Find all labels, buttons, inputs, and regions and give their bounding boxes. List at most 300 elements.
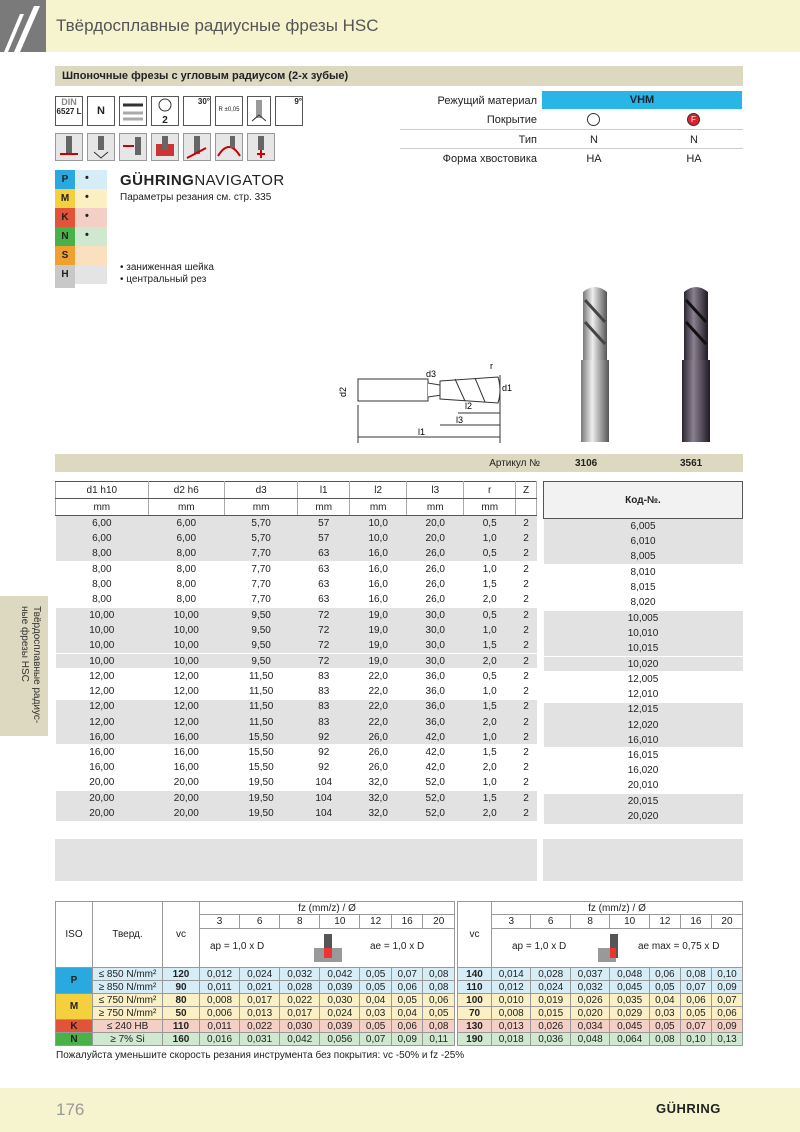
table-cell: 12,00 <box>89 685 115 697</box>
table-cell: 8,00 <box>56 561 149 576</box>
fz-cell: 0,05 <box>680 1007 711 1020</box>
material-h <box>55 265 107 284</box>
iso-header: ISO <box>56 902 93 968</box>
table-cell: 2,0 <box>482 593 497 605</box>
flutes-count: 2 <box>162 115 168 126</box>
table-cell: 16,00 <box>56 745 149 760</box>
code-cell: 20,010 <box>627 780 659 792</box>
vc-cell: 110 <box>163 1020 200 1033</box>
code-row <box>544 549 743 564</box>
diameter-header: 3 <box>492 915 531 928</box>
vc-header: vc <box>458 902 492 968</box>
fz-cell: 0,022 <box>280 994 320 1007</box>
material-letter: P <box>55 170 75 189</box>
table-cell: 12,00 <box>89 670 115 682</box>
table-cell: 7,70 <box>224 546 297 561</box>
fz-cell: 0,015 <box>531 1007 570 1020</box>
slot-milling-icon <box>312 932 344 964</box>
table-row <box>56 577 537 592</box>
table-cell: 19,50 <box>224 791 297 806</box>
fz-cell: 0,09 <box>711 981 742 994</box>
diameter-header: 12 <box>360 915 392 928</box>
divider <box>400 129 743 130</box>
table-cell: 9,50 <box>224 638 297 653</box>
fz-cell: 0,07 <box>711 994 742 1007</box>
iso-cell: M <box>56 994 93 1020</box>
table-row <box>56 668 537 683</box>
code-cell: 8,005 <box>544 549 743 564</box>
fz-cell: 0,048 <box>610 968 649 981</box>
page-title: Твёрдосплавные радиусные фрезы HSC <box>56 16 379 35</box>
table-cell: 26,0 <box>425 578 445 590</box>
table-cell: 22,0 <box>350 714 407 729</box>
table-cell: 30,0 <box>407 607 464 622</box>
table-cell: 8,00 <box>56 546 149 561</box>
table-cell: 36,0 <box>425 670 445 682</box>
code-cell: 10,020 <box>544 656 743 671</box>
vc-cell: 130 <box>458 1020 492 1033</box>
table-cell: 16,00 <box>173 762 199 774</box>
fz-cell: 0,024 <box>531 981 570 994</box>
table-cell: 22,0 <box>350 699 407 714</box>
section-title: Шпоночные фрезы с угловым радиусом (2-х зубые) <box>62 70 349 82</box>
cutting-row <box>458 1007 743 1020</box>
table-cell: 15,50 <box>248 762 274 774</box>
fz-cell: 0,08 <box>649 1033 680 1046</box>
table-row <box>56 546 537 561</box>
fz-cell: 0,028 <box>280 981 320 994</box>
table-cell: 10,00 <box>148 653 224 668</box>
fz-cell: 0,021 <box>240 981 280 994</box>
table-cell: 12,00 <box>148 699 224 714</box>
code-row <box>544 626 743 641</box>
table-cell: 19,50 <box>248 777 274 789</box>
fz-cell: 0,08 <box>423 968 455 981</box>
clearance-angle: 9° <box>294 97 302 106</box>
fz-cell: 0,006 <box>200 1007 240 1020</box>
fz-cell: 0,030 <box>280 1020 320 1033</box>
unit-header: mm <box>464 499 516 516</box>
table-row <box>56 531 537 546</box>
hardness-cell: ≤ 750 N/mm² <box>93 994 163 1007</box>
table-cell: 72 <box>298 607 350 622</box>
tool-image-coated <box>676 282 716 447</box>
flutes-icon <box>151 96 179 126</box>
fz-cell: 0,042 <box>280 1033 320 1046</box>
coolant-icon <box>119 96 147 126</box>
operation-plunge-icon <box>87 133 115 161</box>
table-cell: 1,0 <box>464 561 516 576</box>
material-letter: S <box>55 246 75 265</box>
code-row <box>544 748 743 763</box>
fz-cell: 0,011 <box>200 1020 240 1033</box>
code-empty-area <box>543 839 743 881</box>
table-cell: 2 <box>523 593 529 605</box>
table-row <box>56 714 537 729</box>
code-row <box>544 779 743 794</box>
tool-drawing <box>330 355 513 450</box>
table-cell: 19,0 <box>350 607 407 622</box>
shank-value-2: HA <box>686 153 702 165</box>
fz-cell: 0,017 <box>240 994 280 1007</box>
table-cell: 26,0 <box>350 730 407 745</box>
fz-cell: 0,09 <box>711 1020 742 1033</box>
fz-header: fz (mm/z) / Ø <box>492 902 743 915</box>
footer-note: Пожалуйста уменьшите скорость резания инструмента без покрытия: vc -50% и fz -25% <box>56 1050 465 1061</box>
vc-cell: 110 <box>458 981 492 994</box>
table-cell: 2 <box>516 607 537 622</box>
fz-cell: 0,05 <box>360 1020 392 1033</box>
table-cell: 2 <box>516 546 537 561</box>
fz-cell: 0,07 <box>680 981 711 994</box>
table-cell: 42,0 <box>407 730 464 745</box>
table-cell: 19,0 <box>350 653 407 668</box>
table-cell: 20,00 <box>89 777 115 789</box>
unit-header: mm <box>407 499 464 516</box>
code-row <box>544 671 743 686</box>
dim-r: r <box>490 361 493 371</box>
table-cell: 19,0 <box>350 623 407 638</box>
operation-slot-icon <box>55 133 83 161</box>
table-cell: 22,0 <box>368 670 388 682</box>
table-cell: 52,0 <box>407 791 464 806</box>
material-letter: M <box>55 189 75 208</box>
fz-cell: 0,020 <box>570 1007 609 1020</box>
ap-label: ap = 1,0 x D <box>512 940 567 952</box>
col-header: l1 <box>298 482 350 499</box>
table-cell: 11,50 <box>248 685 274 697</box>
cutting-row <box>56 994 455 1007</box>
table-cell: 32,0 <box>350 806 407 821</box>
side-tab-label: Твёрдосплавные радиус- ные фрезы HSC <box>19 606 42 724</box>
table-cell: 20,00 <box>148 806 224 821</box>
cutting-row <box>458 994 743 1007</box>
fz-cell: 0,024 <box>320 1007 360 1020</box>
page-number: 176 <box>56 1100 85 1119</box>
din-icon <box>55 96 83 126</box>
code-cell: 10,005 <box>544 610 743 625</box>
code-cell: 20,015 <box>544 794 743 809</box>
table-cell: 92 <box>298 745 350 760</box>
material-k <box>55 208 107 227</box>
cutting-row <box>56 968 455 981</box>
hardness-cell: ≥ 750 N/mm² <box>93 1007 163 1020</box>
vc-cell: 120 <box>163 968 200 981</box>
code-row <box>544 580 743 595</box>
fz-cell: 0,034 <box>570 1020 609 1033</box>
code-cell: 6,005 <box>544 519 743 534</box>
operation-side-icon <box>119 133 147 161</box>
fz-cell: 0,056 <box>320 1033 360 1046</box>
table-cell: 8,00 <box>148 546 224 561</box>
tool-image-uncoated <box>575 282 615 447</box>
cutting-row <box>56 1007 455 1020</box>
fz-cell: 0,064 <box>610 1033 649 1046</box>
table-cell: 63 <box>318 578 330 590</box>
fz-cell: 0,09 <box>391 1033 423 1046</box>
table-cell: 72 <box>298 623 350 638</box>
fz-cell: 0,08 <box>423 981 455 994</box>
type-n-icon: N <box>87 96 115 126</box>
fz-cell: 0,05 <box>360 968 392 981</box>
fz-cell: 0,045 <box>610 1020 649 1033</box>
table-cell: 12,00 <box>56 699 149 714</box>
table-cell: 0,5 <box>482 670 497 682</box>
cutting-row <box>56 981 455 994</box>
fz-cell: 0,036 <box>531 1033 570 1046</box>
dim-l3: l3 <box>456 415 464 425</box>
diameter-header: 20 <box>711 915 742 928</box>
fz-cell: 0,06 <box>649 968 680 981</box>
table-cell: 1,0 <box>482 685 497 697</box>
code-row <box>544 763 743 778</box>
diameter-header: 8 <box>280 915 320 928</box>
cutting-row <box>458 1020 743 1033</box>
code-cell: 12,010 <box>627 688 659 700</box>
uncoated-icon <box>587 113 600 126</box>
table-cell: 83 <box>298 714 350 729</box>
fz-cell: 0,012 <box>492 981 531 994</box>
fz-cell: 0,024 <box>240 968 280 981</box>
table-cell: 42,0 <box>407 745 464 760</box>
table-cell: 36,0 <box>407 699 464 714</box>
table-cell: 0,5 <box>464 546 516 561</box>
fz-cell: 0,019 <box>531 994 570 1007</box>
vc-cell: 90 <box>163 981 200 994</box>
fz-cell: 0,06 <box>391 981 423 994</box>
cutting-row <box>56 1033 455 1046</box>
diameter-header: 8 <box>570 915 609 928</box>
code-cell: 16,020 <box>627 765 659 777</box>
code-cell: 12,015 <box>544 702 743 717</box>
iso-cell: K <box>56 1020 93 1033</box>
cutting-row <box>458 968 743 981</box>
table-row <box>56 776 537 791</box>
table-cell: 16,0 <box>350 546 407 561</box>
helix-angle-icon <box>183 96 211 126</box>
material-label: Режущий материал <box>437 95 537 107</box>
table-cell: 10,00 <box>56 653 149 668</box>
fz-cell: 0,07 <box>391 968 423 981</box>
table-cell: 7,70 <box>251 593 271 605</box>
dim-d2: d2 <box>338 386 348 397</box>
code-row <box>544 641 743 656</box>
fz-cell: 0,017 <box>280 1007 320 1020</box>
table-cell: 72 <box>298 638 350 653</box>
code-row <box>544 702 743 717</box>
dim-l1: l1 <box>418 427 426 437</box>
table-cell: 52,0 <box>407 806 464 821</box>
table-cell: 20,00 <box>56 806 149 821</box>
table-cell: 57 <box>298 516 350 531</box>
din-number: 6527 L <box>56 107 82 116</box>
cut-direction-icon <box>247 96 271 126</box>
material-letter: K <box>55 208 75 227</box>
code-row <box>544 564 743 579</box>
fz-cell: 0,042 <box>320 968 360 981</box>
table-cell: 10,00 <box>148 607 224 622</box>
table-cell: 9,50 <box>224 607 297 622</box>
fz-cell: 0,06 <box>711 1007 742 1020</box>
table-cell: 8,00 <box>92 578 112 590</box>
fz-cell: 0,010 <box>492 994 531 1007</box>
table-cell: 26,0 <box>425 593 445 605</box>
table-cell: 6,00 <box>148 516 224 531</box>
fz-cell: 0,026 <box>531 1020 570 1033</box>
table-cell: 7,70 <box>251 578 271 590</box>
ae-label: ae max = 0,75 x D <box>638 940 720 952</box>
table-cell: 1,5 <box>464 638 516 653</box>
table-cell: 11,50 <box>248 670 274 682</box>
unit-header <box>516 499 537 516</box>
unit-header: mm <box>298 499 350 516</box>
code-cell: 6,010 <box>544 534 743 549</box>
table-cell: 92 <box>318 762 330 774</box>
vc-cell: 50 <box>163 1007 200 1020</box>
table-cell: 2 <box>516 730 537 745</box>
table-cell: 2 <box>523 762 529 774</box>
vc-cell: 190 <box>458 1033 492 1046</box>
fz-cell: 0,022 <box>240 1020 280 1033</box>
table-cell: 36,0 <box>407 714 464 729</box>
col-header: d1 h10 <box>56 482 149 499</box>
fz-cell: 0,039 <box>320 981 360 994</box>
coating-f-icon: F <box>687 113 700 126</box>
col-header: Z <box>516 482 537 499</box>
material-n <box>55 227 107 246</box>
fz-cell: 0,008 <box>200 994 240 1007</box>
table-row <box>56 684 537 699</box>
table-cell: 2,0 <box>464 714 516 729</box>
operation-drill-icon <box>247 133 275 161</box>
fz-cell: 0,05 <box>391 994 423 1007</box>
code-cell: 12,005 <box>627 673 659 685</box>
table-cell: 5,70 <box>224 516 297 531</box>
code-row <box>544 717 743 732</box>
fz-cell: 0,013 <box>240 1007 280 1020</box>
col-header: d2 h6 <box>148 482 224 499</box>
code-row <box>544 656 743 671</box>
dim-d3: d3 <box>426 369 437 379</box>
code-row <box>544 809 743 824</box>
table-row <box>56 745 537 760</box>
table-cell: 16,0 <box>350 561 407 576</box>
fz-cell: 0,013 <box>492 1020 531 1033</box>
vc-cell: 80 <box>163 994 200 1007</box>
table-empty-area <box>55 839 537 881</box>
hardness-cell: ≥ 7% Si <box>93 1033 163 1046</box>
navigator-logo-rest: NAVIGATOR <box>194 172 285 189</box>
table-cell: 10,00 <box>56 638 149 653</box>
hardness-cell: ≥ 850 N/mm² <box>93 981 163 994</box>
fz-cell: 0,032 <box>570 981 609 994</box>
table-cell: 1,0 <box>464 623 516 638</box>
fz-cell: 0,03 <box>360 1007 392 1020</box>
table-row <box>56 607 537 622</box>
fz-cell: 0,13 <box>711 1033 742 1046</box>
table-cell: 16,00 <box>89 762 115 774</box>
fz-cell: 0,07 <box>680 1020 711 1033</box>
table-cell: 19,50 <box>224 806 297 821</box>
fz-cell: 0,028 <box>531 968 570 981</box>
fz-cell: 0,10 <box>680 1033 711 1046</box>
din-label: DIN <box>61 97 77 107</box>
article-number-2: 3561 <box>680 458 703 469</box>
code-row <box>544 519 743 534</box>
table-cell: 2 <box>523 578 529 590</box>
material-value: VHM <box>629 94 655 106</box>
table-cell: 10,00 <box>56 607 149 622</box>
dimension-table <box>55 481 537 821</box>
operation-pocket-icon <box>151 133 179 161</box>
table-cell: 2 <box>516 653 537 668</box>
table-cell: 83 <box>318 670 330 682</box>
table-cell: 2 <box>516 531 537 546</box>
table-cell: 2,0 <box>482 762 497 774</box>
table-cell: 30,0 <box>407 623 464 638</box>
table-cell: 2 <box>516 806 537 821</box>
shank-value-1: HA <box>586 153 602 165</box>
fz-cell: 0,06 <box>391 1020 423 1033</box>
cutting-row <box>458 981 743 994</box>
material-dot: • <box>85 172 89 184</box>
iso-cell: N <box>56 1033 93 1046</box>
diameter-header: 3 <box>200 915 240 928</box>
material-m <box>55 189 107 208</box>
article-number-1: 3106 <box>575 458 598 469</box>
code-row <box>544 794 743 809</box>
code-row <box>544 595 743 610</box>
coating-label: Покрытие <box>486 114 537 126</box>
code-row <box>544 687 743 702</box>
cutting-row <box>458 1033 743 1046</box>
table-row <box>56 561 537 576</box>
diameter-header: 16 <box>680 915 711 928</box>
table-cell: 9,50 <box>224 653 297 668</box>
table-cell: 1,0 <box>464 730 516 745</box>
vc-cell: 100 <box>458 994 492 1007</box>
diameter-header: 6 <box>531 915 570 928</box>
fz-cell: 0,05 <box>360 981 392 994</box>
table-cell: 11,50 <box>224 699 297 714</box>
table-cell: 2 <box>523 670 529 682</box>
table-row <box>56 699 537 714</box>
material-h-tail <box>55 284 75 288</box>
diameter-header: 6 <box>240 915 280 928</box>
type-value-2: N <box>690 134 698 146</box>
fz-cell: 0,04 <box>649 994 680 1007</box>
table-row <box>56 791 537 806</box>
table-cell: 2 <box>523 777 529 789</box>
code-cell: 16,015 <box>544 748 743 763</box>
cutting-row <box>56 1020 455 1033</box>
table-cell: 12,00 <box>173 670 199 682</box>
table-cell: 2 <box>523 685 529 697</box>
fz-header: fz (mm/z) / Ø <box>200 902 455 915</box>
clearance-angle-icon <box>275 96 303 126</box>
table-cell: 1,0 <box>464 531 516 546</box>
table-cell: 30,0 <box>407 638 464 653</box>
unit-header: mm <box>224 499 297 516</box>
code-cell: 8,020 <box>630 596 656 608</box>
table-row <box>56 730 537 745</box>
table-cell: 26,0 <box>350 745 407 760</box>
fz-cell: 0,05 <box>649 981 680 994</box>
fz-cell: 0,08 <box>423 1020 455 1033</box>
code-table <box>543 481 743 824</box>
unit-header: mm <box>350 499 407 516</box>
table-row <box>56 806 537 821</box>
